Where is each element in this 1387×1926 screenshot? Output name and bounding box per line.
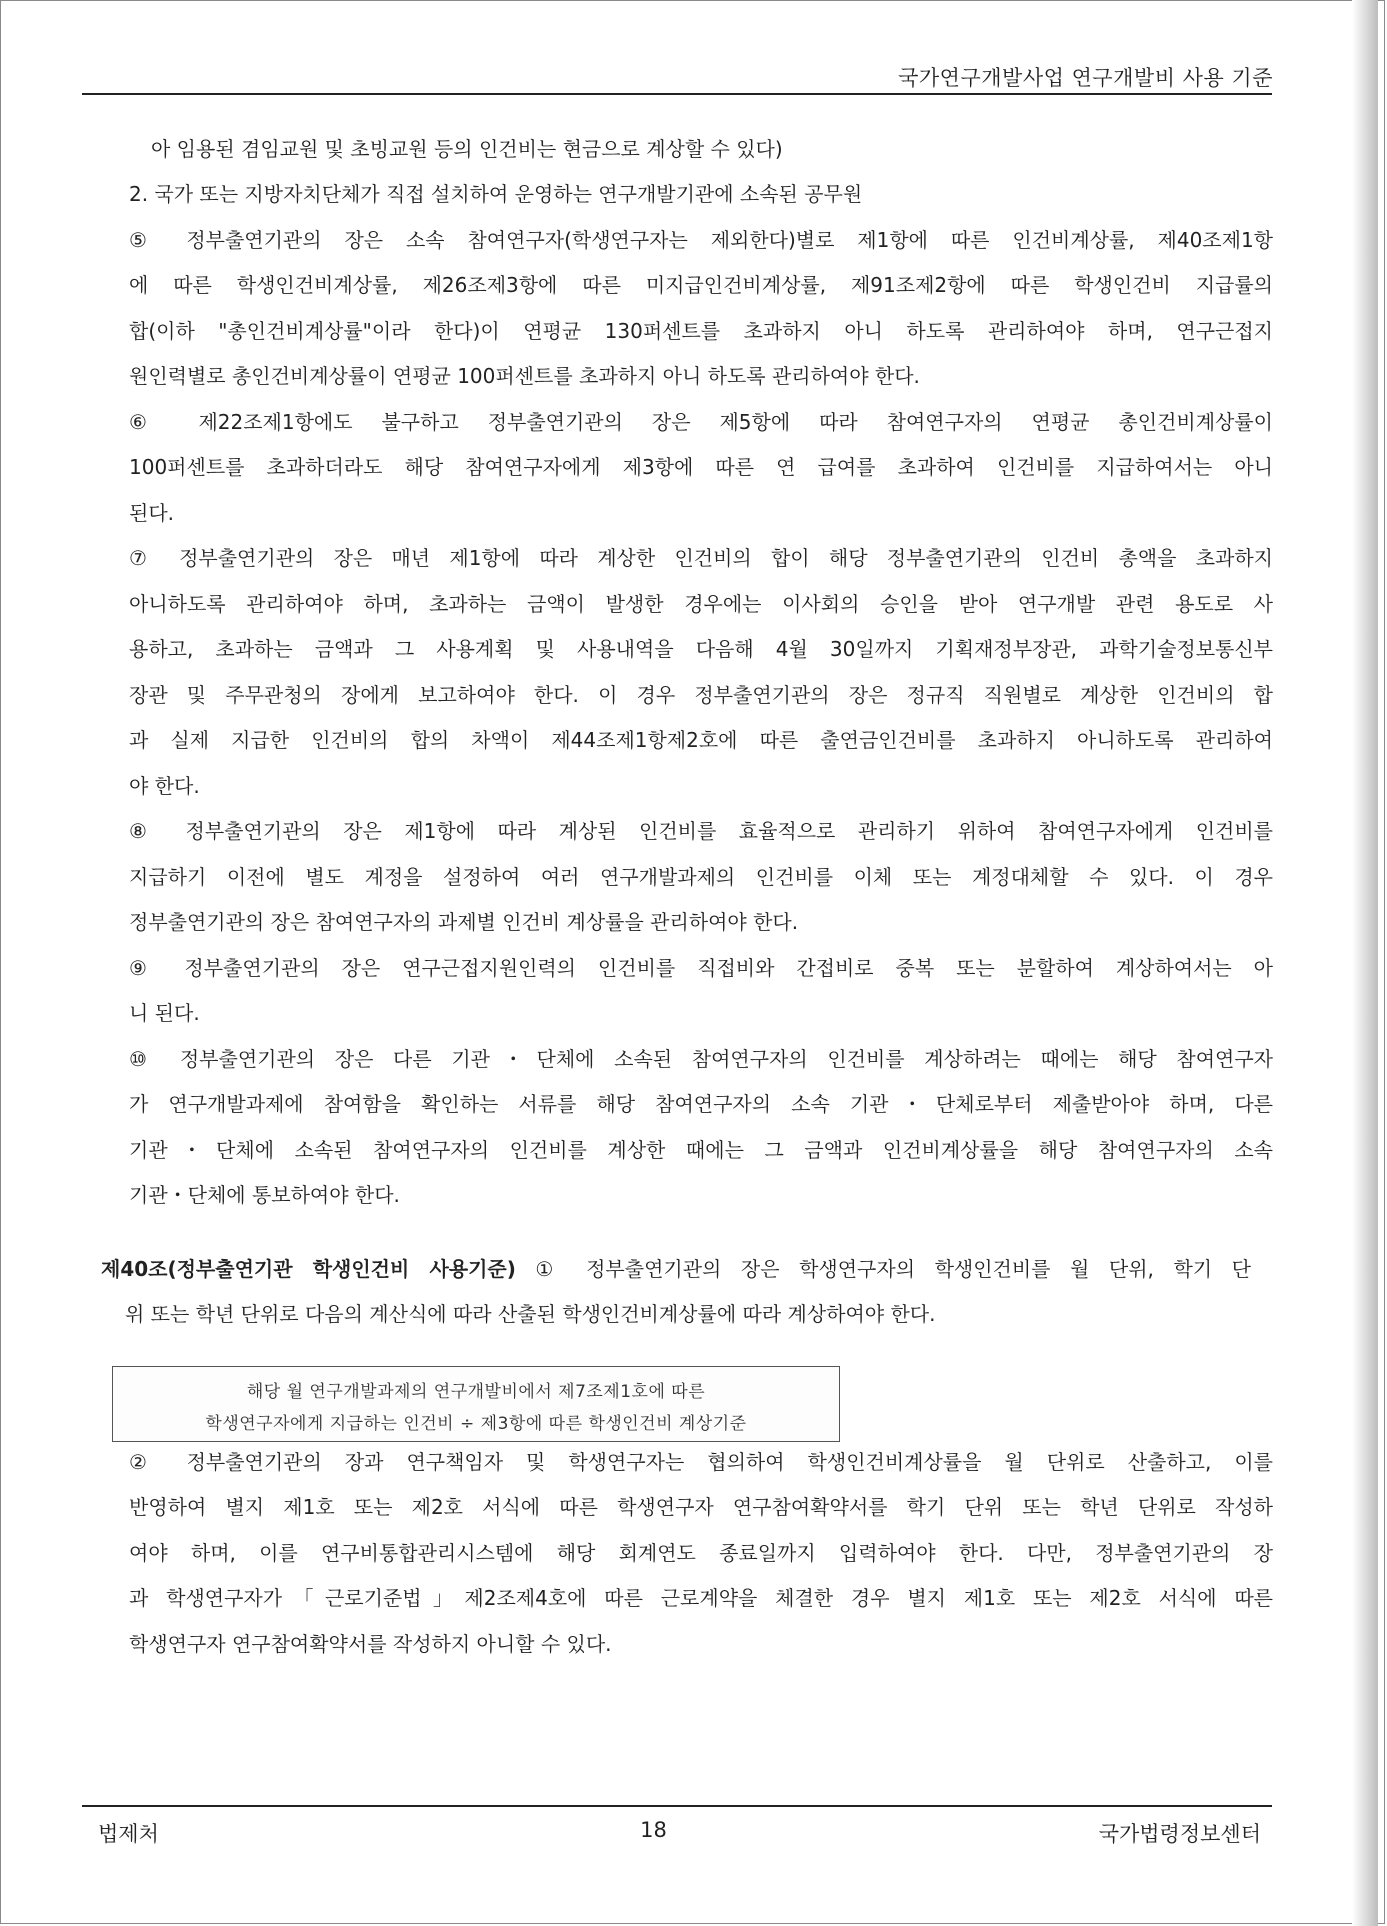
paragraph-line: 기관・단체에 소속된 참여연구자의 인건비를 계상한 때에는 그 금액과 인건비계상률을 해당 참여연구자의 소속 <box>129 1138 1273 1162</box>
paragraph-line: 야 한다. <box>129 774 200 798</box>
paragraph-line: 용하고, 초과하는 금액과 그 사용계획 및 사용내역을 다음해 4월 30일까지 기획재정부장관, 과학기술정보통신부 <box>129 637 1273 661</box>
paragraph-line: 위 또는 학년 단위로 다음의 계산식에 따라 산출된 학생인건비계상률에 따라 계상하여야 한다. <box>125 1302 936 1326</box>
formula-denominator: 학생연구자에게 지급하는 인건비 ÷ 제3항에 따른 학생인건비 계상기준 <box>205 1414 747 1434</box>
article-40-heading: 제40조(정부출연기관 학생인건비 사용기준) <box>101 1257 516 1281</box>
formula-numerator: 해당 월 연구개발과제의 연구개발비에서 제7조제1호에 따른 <box>246 1382 706 1402</box>
paragraph-line: 여야 하며, 이를 연구비통합관리시스템에 해당 회계연도 종료일까지 입력하여야 한다. 다만, 정부출연기관의 장 <box>129 1541 1273 1565</box>
paragraph-line: 기관・단체에 통보하여야 한다. <box>129 1183 400 1207</box>
footer-source: 국가법령정보센터 <box>1098 1822 1261 1846</box>
paragraph-line: 학생연구자 연구참여확약서를 작성하지 아니할 수 있다. <box>129 1632 612 1656</box>
paragraph-line: ⑤ 정부출연기관의 장은 소속 참여연구자(학생연구자는 제외한다)별로 제1항에 따른 인건비계상률, 제40조제1항 <box>129 228 1273 252</box>
footer-publisher: 법제처 <box>98 1822 159 1846</box>
paragraph-line: ② 정부출연기관의 장과 연구책임자 및 학생연구자는 협의하여 학생인건비계상률을 월 단위로 산출하고, 이를 <box>129 1450 1273 1474</box>
paragraph-line: 니 된다. <box>129 1001 200 1025</box>
page-edge-shadow <box>1352 0 1378 1926</box>
paragraph-line: 100퍼센트를 초과하더라도 해당 참여연구자에게 제3항에 따른 연 급여를 초과하여 인건비를 지급하여서는 아니 <box>129 455 1273 479</box>
paragraph-line: 반영하여 별지 제1호 또는 제2호 서식에 따른 학생연구자 연구참여확약서를 학기 단위 또는 학년 단위로 작성하 <box>129 1495 1273 1519</box>
paragraph-line: 가 연구개발과제에 참여함을 확인하는 서류를 해당 참여연구자의 소속 기관・단체로부터 제출받아야 하며, 다른 <box>129 1092 1273 1116</box>
paragraph-line: ⑨ 정부출연기관의 장은 연구근접지원인력의 인건비를 직접비와 간접비로 중복 또는 분할하여 계상하여서는 아 <box>129 956 1273 980</box>
paragraph-line: 과 학생연구자가「근로기준법」제2조제4호에 따른 근로계약을 체결한 경우 별지 제1호 또는 제2호 서식에 따른 <box>129 1586 1273 1610</box>
paragraph-line: 지급하기 이전에 별도 계정을 설정하여 여러 연구개발과제의 인건비를 이체 또는 계정대체할 수 있다. 이 경우 <box>129 865 1273 889</box>
paragraph-line: 아니하도록 관리하여야 하며, 초과하는 금액이 발생한 경우에는 이사회의 승인을 받아 연구개발 관련 용도로 사 <box>129 592 1273 616</box>
paragraph-line: ⑩ 정부출연기관의 장은 다른 기관・단체에 소속된 참여연구자의 인건비를 계상하려는 때에는 해당 참여연구자 <box>129 1047 1273 1071</box>
paragraph-line: 정부출연기관의 장은 참여연구자의 과제별 인건비 계상률을 관리하여야 한다. <box>129 910 799 934</box>
paragraph-line: ⑧ 정부출연기관의 장은 제1항에 따라 계상된 인건비를 효율적으로 관리하기 위하여 참여연구자에게 인건비를 <box>129 819 1273 843</box>
paragraph-line: 된다. <box>129 501 174 525</box>
paragraph-line: ⑥ 제22조제1항에도 불구하고 정부출연기관의 장은 제5항에 따라 참여연구자의 연평균 총인건비계상률이 <box>129 410 1273 434</box>
paragraph-line: 합(이하 "총인건비계상률"이라 한다)이 연평균 130퍼센트를 초과하지 아니 하도록 관리하여야 하며, 연구근접지 <box>129 319 1273 343</box>
footer-rule <box>82 1805 1272 1807</box>
header-title: 국가연구개발사업 연구개발비 사용 기준 <box>898 66 1273 90</box>
paragraph-line: 원인력별로 총인건비계상률이 연평균 100퍼센트를 초과하지 아니 하도록 관리하여야 한다. <box>129 364 920 388</box>
header-rule <box>82 93 1272 95</box>
paragraph-line: 2. 국가 또는 지방자치단체가 직접 설치하여 운영하는 연구개발기관에 소속된 공무원 <box>129 182 863 206</box>
paragraph-line: 에 따른 학생인건비계상률, 제26조제3항에 따른 미지급인건비계상률, 제91조제2항에 따른 학생인건비 지급률의 <box>129 273 1273 297</box>
article-40-first-line <box>101 1254 1251 1284</box>
paragraph-line: 아 임용된 겸임교원 및 초빙교원 등의 인건비는 현금으로 계상할 수 있다) <box>151 137 783 161</box>
page-number: 18 <box>640 1818 667 1842</box>
paragraph-line: ⑦ 정부출연기관의 장은 매년 제1항에 따라 계상한 인건비의 합이 해당 정부출연기관의 인건비 총액을 초과하지 <box>129 546 1273 570</box>
article-40-text: ① 정부출연기관의 장은 학생연구자의 학생인건비를 월 단위, 학기 단 <box>515 1257 1251 1281</box>
paragraph-line: 장관 및 주무관청의 장에게 보고하여야 한다. 이 경우 정부출연기관의 장은 정규직 직원별로 계상한 인건비의 합 <box>129 683 1273 707</box>
paragraph-line: 과 실제 지급한 인건비의 합의 차액이 제44조제1항제2호에 따른 출연금인건비를 초과하지 아니하도록 관리하여 <box>129 728 1273 752</box>
formula-box <box>112 1366 840 1442</box>
